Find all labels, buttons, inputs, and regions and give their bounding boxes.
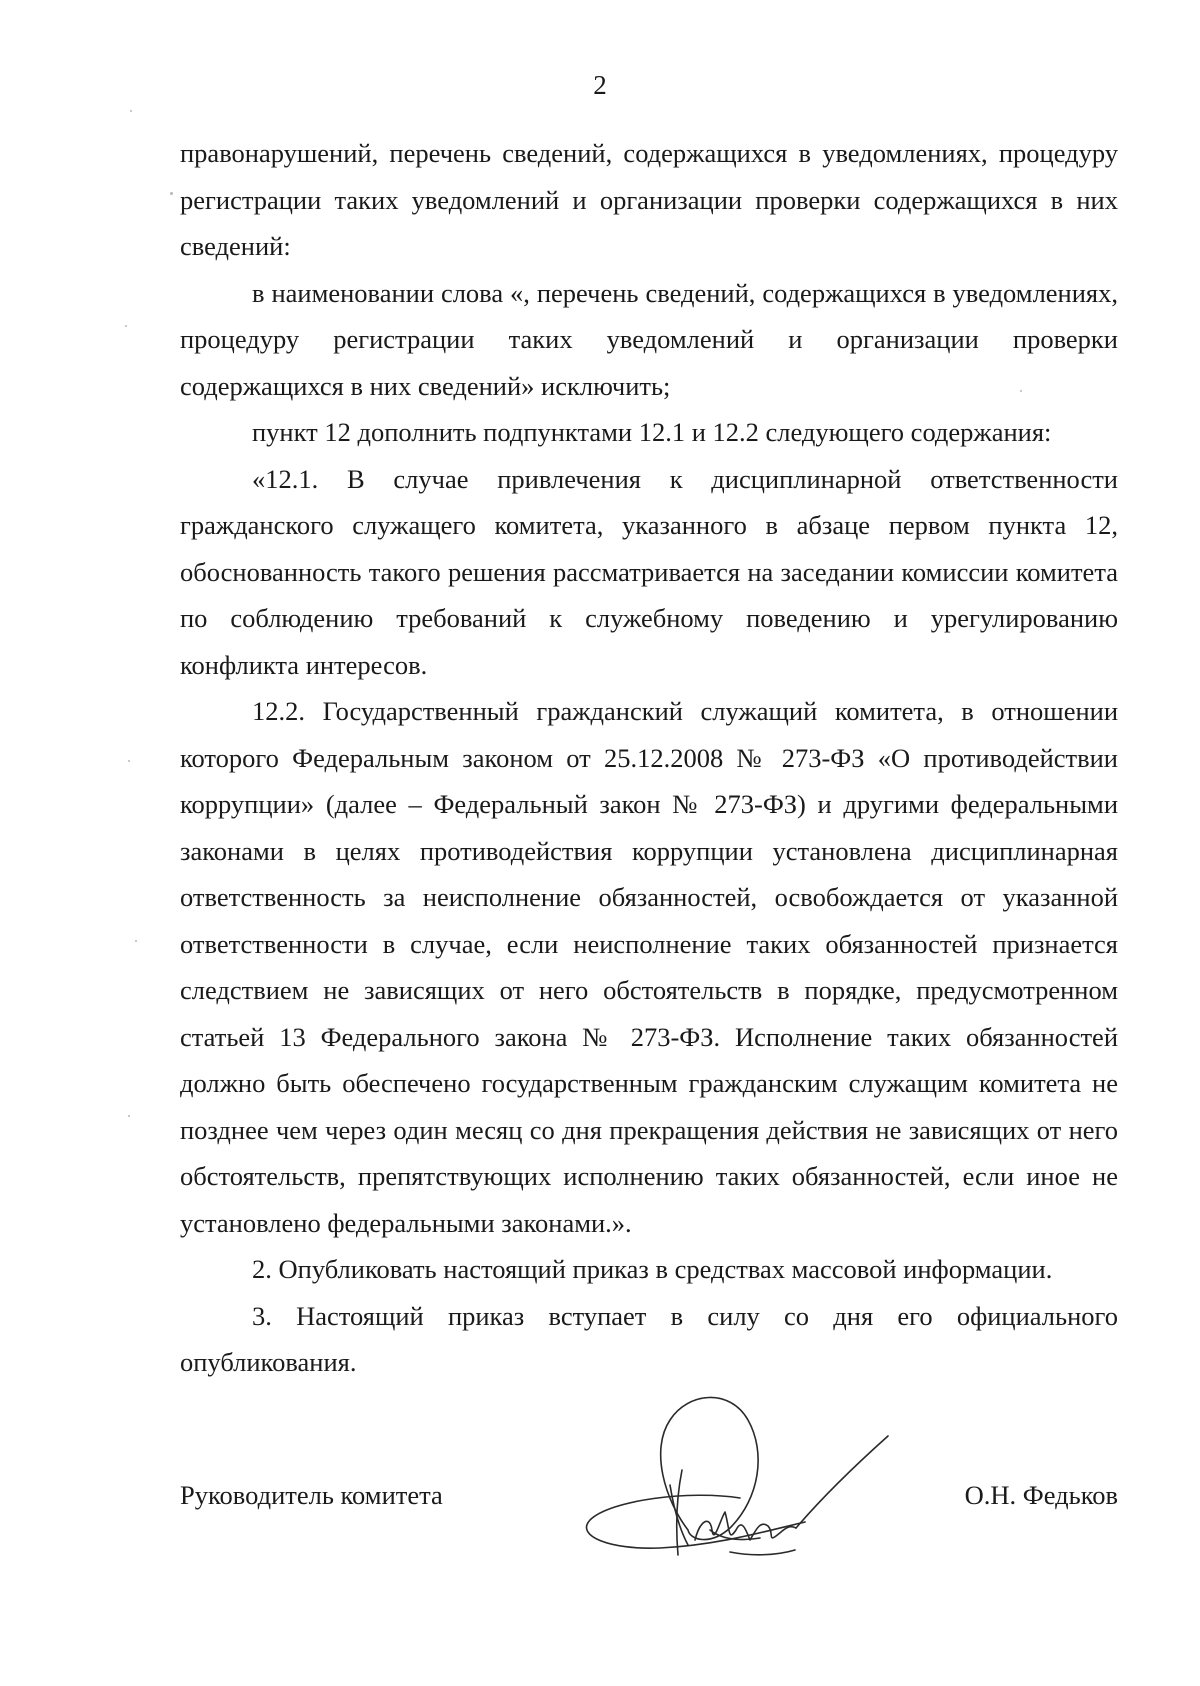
paragraph-12-1: «12.1. В случае привлечения к дисциплинарной ответственности гражданского служащего комитета, указанного в абзаце первом пункта 12, обоснованность такого решения рассматривается на заседании комиссии комитета по соблюдению требований к служебному поведению и урегулированию конфликта интересов.: [180, 463, 1118, 680]
handwritten-signature: [570, 1380, 910, 1580]
document-body: [180, 130, 1118, 1386]
scan-speck: [125, 325, 127, 327]
paragraph-publish: 2. Опубликовать настоящий приказ в средствах массовой информации.: [252, 1254, 1053, 1284]
paragraph-12-2: 12.2. Государственный гражданский служащий комитета, в отношении которого Федеральным законом от 25.12.2008 № 273-ФЗ «О противодействии коррупции» (далее – Федеральный закон № 273-ФЗ) и другими федеральными законами в целях противодействия коррупции установлена дисциплинарная ответственность за неисполнение обязанностей, освобождается от указанной ответственности в случае, если неисполнение таких обязанностей признается следствием не зависящих от него обстоятельств в порядке, предусмотренном статьей 13 Федерального закона № 273-ФЗ. Исполнение таких обязанностей должно быть обеспечено государственным гражданским служащим комитета не позднее чем через один месяц со дня прекращения действия не зависящих от него обстоятельств, препятствующих исполнению таких обязанностей, если иное не установлено федеральными законами.».: [180, 696, 1118, 1238]
scan-speck: [128, 1115, 130, 1117]
paragraph-continuation: правонарушений, перечень сведений, содержащихся в уведомлениях, процедуру регистрации таких уведомлений и организации проверки содержащихся в них сведений:: [180, 138, 1118, 261]
scan-speck: [130, 110, 132, 112]
signatory-name: О.Н. Федьков: [964, 1480, 1118, 1510]
scan-speck: [1020, 390, 1022, 392]
scan-speck: [128, 760, 130, 762]
paragraph-point-12: пункт 12 дополнить подпунктами 12.1 и 12.2 следующего содержания:: [252, 417, 1052, 447]
signatory-title: Руководитель комитета: [180, 1480, 443, 1510]
page-number: 2: [593, 70, 607, 100]
scan-speck: [135, 940, 137, 942]
scan-speck: [170, 192, 173, 195]
paragraph-effective: 3. Настоящий приказ вступает в силу со дня его официального опубликования.: [180, 1300, 1118, 1377]
paragraph-title-amendment: в наименовании слова «, перечень сведений, содержащихся в уведомлениях, процедуру регистрации таких уведомлений и организации проверки содержащихся в них сведений» исключить;: [180, 277, 1118, 401]
